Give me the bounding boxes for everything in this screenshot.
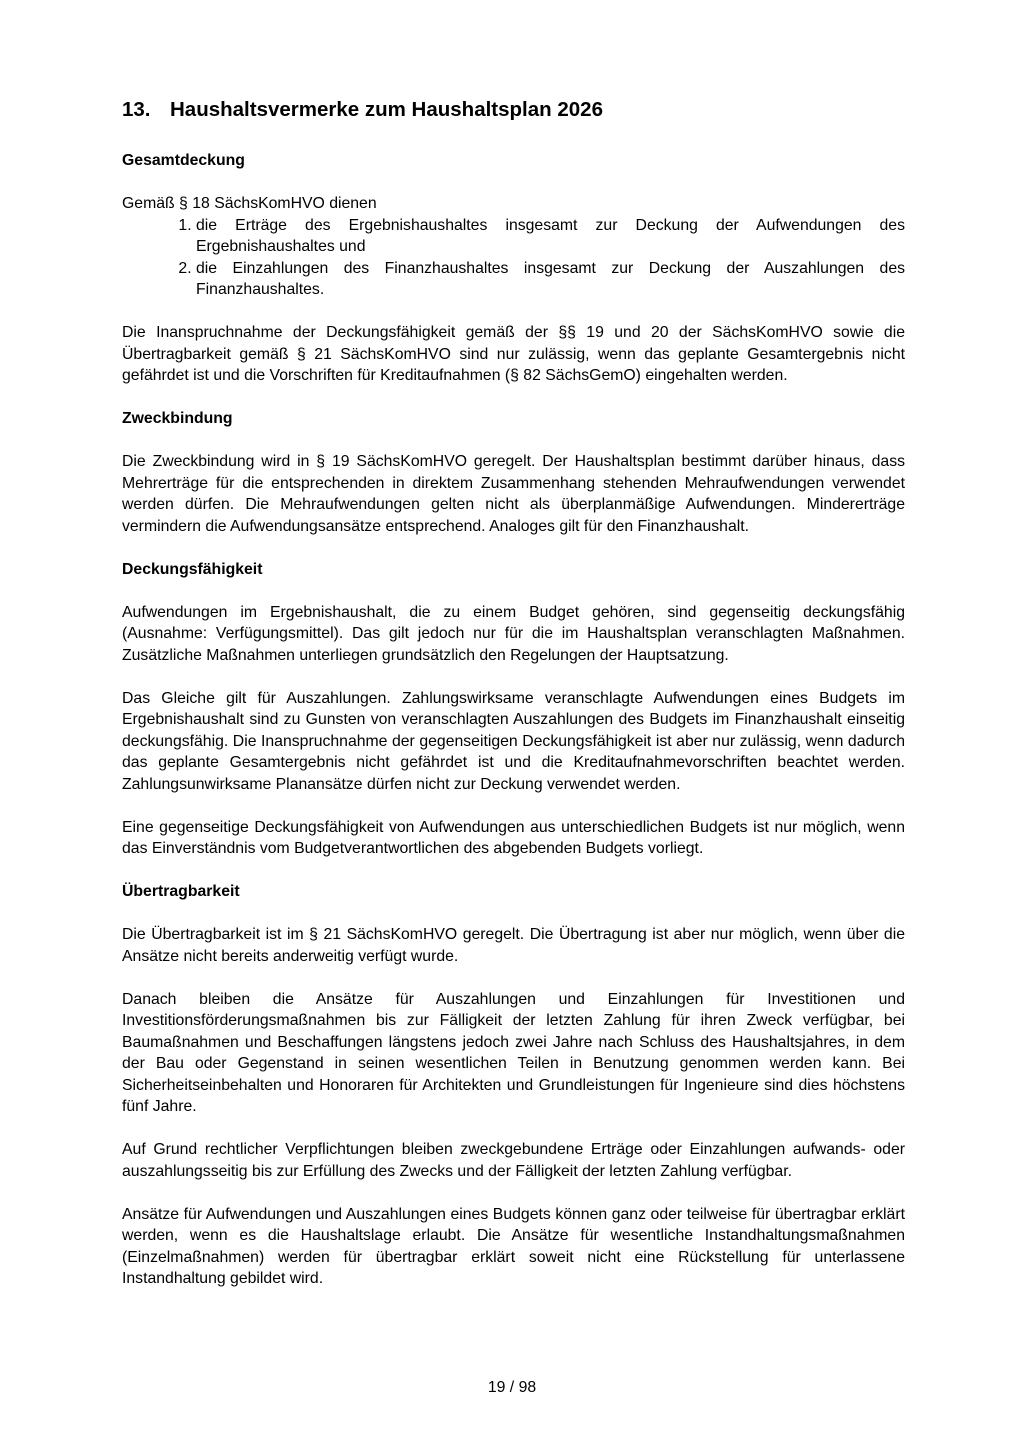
paragraph-deckungsfaehigkeit-3: Eine gegenseitige Deckungsfähigkeit von Aufwendungen aus unterschiedlichen Budgets ist nur möglich, wenn das Einverständnis vom Budgetverantwortlichen des abgebenden Budgets vorliegt.: [122, 818, 905, 857]
numbered-list-gesamtdeckung: [122, 215, 905, 301]
page-title: [122, 98, 905, 122]
paragraph-uebertragbarkeit-3: Auf Grund rechtlicher Verpflichtungen bleiben zweckgebundene Erträge oder Einzahlungen aufwands- oder auszahlungsseitig bis zur Erfüllung des Zwecks und der Fälligkeit der letzten Zahlung verfügbar.: [122, 1141, 905, 1180]
list-item: 1. die Erträge des Ergebnishaushaltes insgesamt zur Deckung der Aufwendungen des Ergebnishaushaltes und: [196, 215, 905, 258]
paragraph-uebertragbarkeit-4: Ansätze für Aufwendungen und Auszahlungen eines Budgets können ganz oder teilweise für übertragbar erklärt werden, wenn es die Haushaltslage erlaubt. Die Ansätze für wesentliche Instandhaltungsmaßnahmen (Einzelmaßnahmen) werden für übertragbar erklärt soweit nicht eine Rückstellung für unterlassene Instandhaltung gebildet wird.: [122, 1205, 905, 1287]
page-title-number: 13.: [122, 98, 151, 121]
list-item: 2. die Einzahlungen des Finanzhaushaltes insgesamt zur Deckung der Auszahlungen des Finanzhaushaltes.: [196, 258, 905, 301]
paragraph-gesamtdeckung-intro: Gemäß § 18 SächsKomHVO dienen: [122, 195, 377, 212]
section-heading-zweckbindung: Zweckbindung: [122, 410, 233, 427]
section-heading-deckungsfaehigkeit: Deckungsfähigkeit: [122, 560, 263, 578]
section-heading-gesamtdeckung: Gesamtdeckung: [122, 152, 245, 169]
paragraph-deckungsfaehigkeit-2: Das Gleiche gilt für Auszahlungen. Zahlungswirksame veranschlagte Aufwendungen eines Budgets im Ergebnishaushalt sind zu Gunsten von veranschlagten Auszahlungen des Budgets im Finanzhaushalt einseitig deckungsfähig. Die Inanspruchnahme der gegenseitigen Deckungsfähigkeit ist aber nur zulässig, wenn dadurch das geplante Gesamtergebnis nicht gefährdet ist und die Kreditaufnahmevorschriften beachtet werden. Zahlungsunwirksame Planansätze dürfen nicht zur Deckung verwendet werden.: [122, 689, 905, 793]
document-content: [122, 98, 905, 1311]
paragraph-zweckbindung-1: Die Zweckbindung wird in § 19 SächsKomHVO geregelt. Der Haushaltsplan bestimmt darüber hinaus, dass Mehrerträge für die entsprechenden in direktem Zusammenhang stehenden Mehraufwendungen verwendet werden dürfen. Die Mehraufwendungen gelten nicht als überplanmäßige Aufwendungen. Mindererträge vermindern die Aufwendungsansätze entsprechend. Analoges gilt für den Finanzhaushalt.: [122, 453, 905, 535]
paragraph-deckungsfaehigkeit-1: Aufwendungen im Ergebnishaushalt, die zu einem Budget gehören, sind gegenseitig deckungsfähig (Ausnahme: Verfügungsmittel). Das gilt jedoch nur für die im Haushaltsplan veranschlagten Maßnahmen. Zusätzliche Maßnahmen unterliegen grundsätzlich den Regelungen der Hauptsatzung.: [122, 603, 905, 664]
paragraph-gesamtdeckung-1: Die Inanspruchnahme der Deckungsfähigkeit gemäß der §§ 19 und 20 der SächsKomHVO sowie die Übertragbarkeit gemäß § 21 SächsKomHVO sind nur zulässig, wenn das geplante Gesamtergebnis nicht gefährdet ist und die Vorschriften für Kreditaufnahmen (§ 82 SächsGemO) eingehalten werden.: [122, 324, 905, 384]
paragraph-uebertragbarkeit-2: Danach bleiben die Ansätze für Auszahlungen und Einzahlungen für Investitionen und Investitionsförderungsmaßnahmen bis zur Fälligkeit der letzten Zahlung für ihren Zweck verfügbar, bei Baumaßnahmen und Beschaffungen längstens jedoch zwei Jahre nach Schluss des Haushaltsjahres, in dem der Bau oder Gegenstand in seinen wesentlichen Teilen in Benutzung genommen werden kann. Bei Sicherheitseinbehalten und Honoraren für Architekten und Grundleistungen für Ingenieure sind dies höchstens fünf Jahre.: [122, 990, 905, 1115]
paragraph-uebertragbarkeit-1: Die Übertragbarkeit ist im § 21 SächsKomHVO geregelt. Die Übertragung ist aber nur möglich, wenn über die Ansätze nicht bereits anderweitig verfügt wurde.: [122, 926, 905, 965]
page-number: 19 / 98: [487, 1379, 537, 1396]
page-title-text: Haushaltsvermerke zum Haushaltsplan 2026: [170, 98, 603, 121]
section-heading-uebertragbarkeit: Übertragbarkeit: [122, 883, 240, 900]
